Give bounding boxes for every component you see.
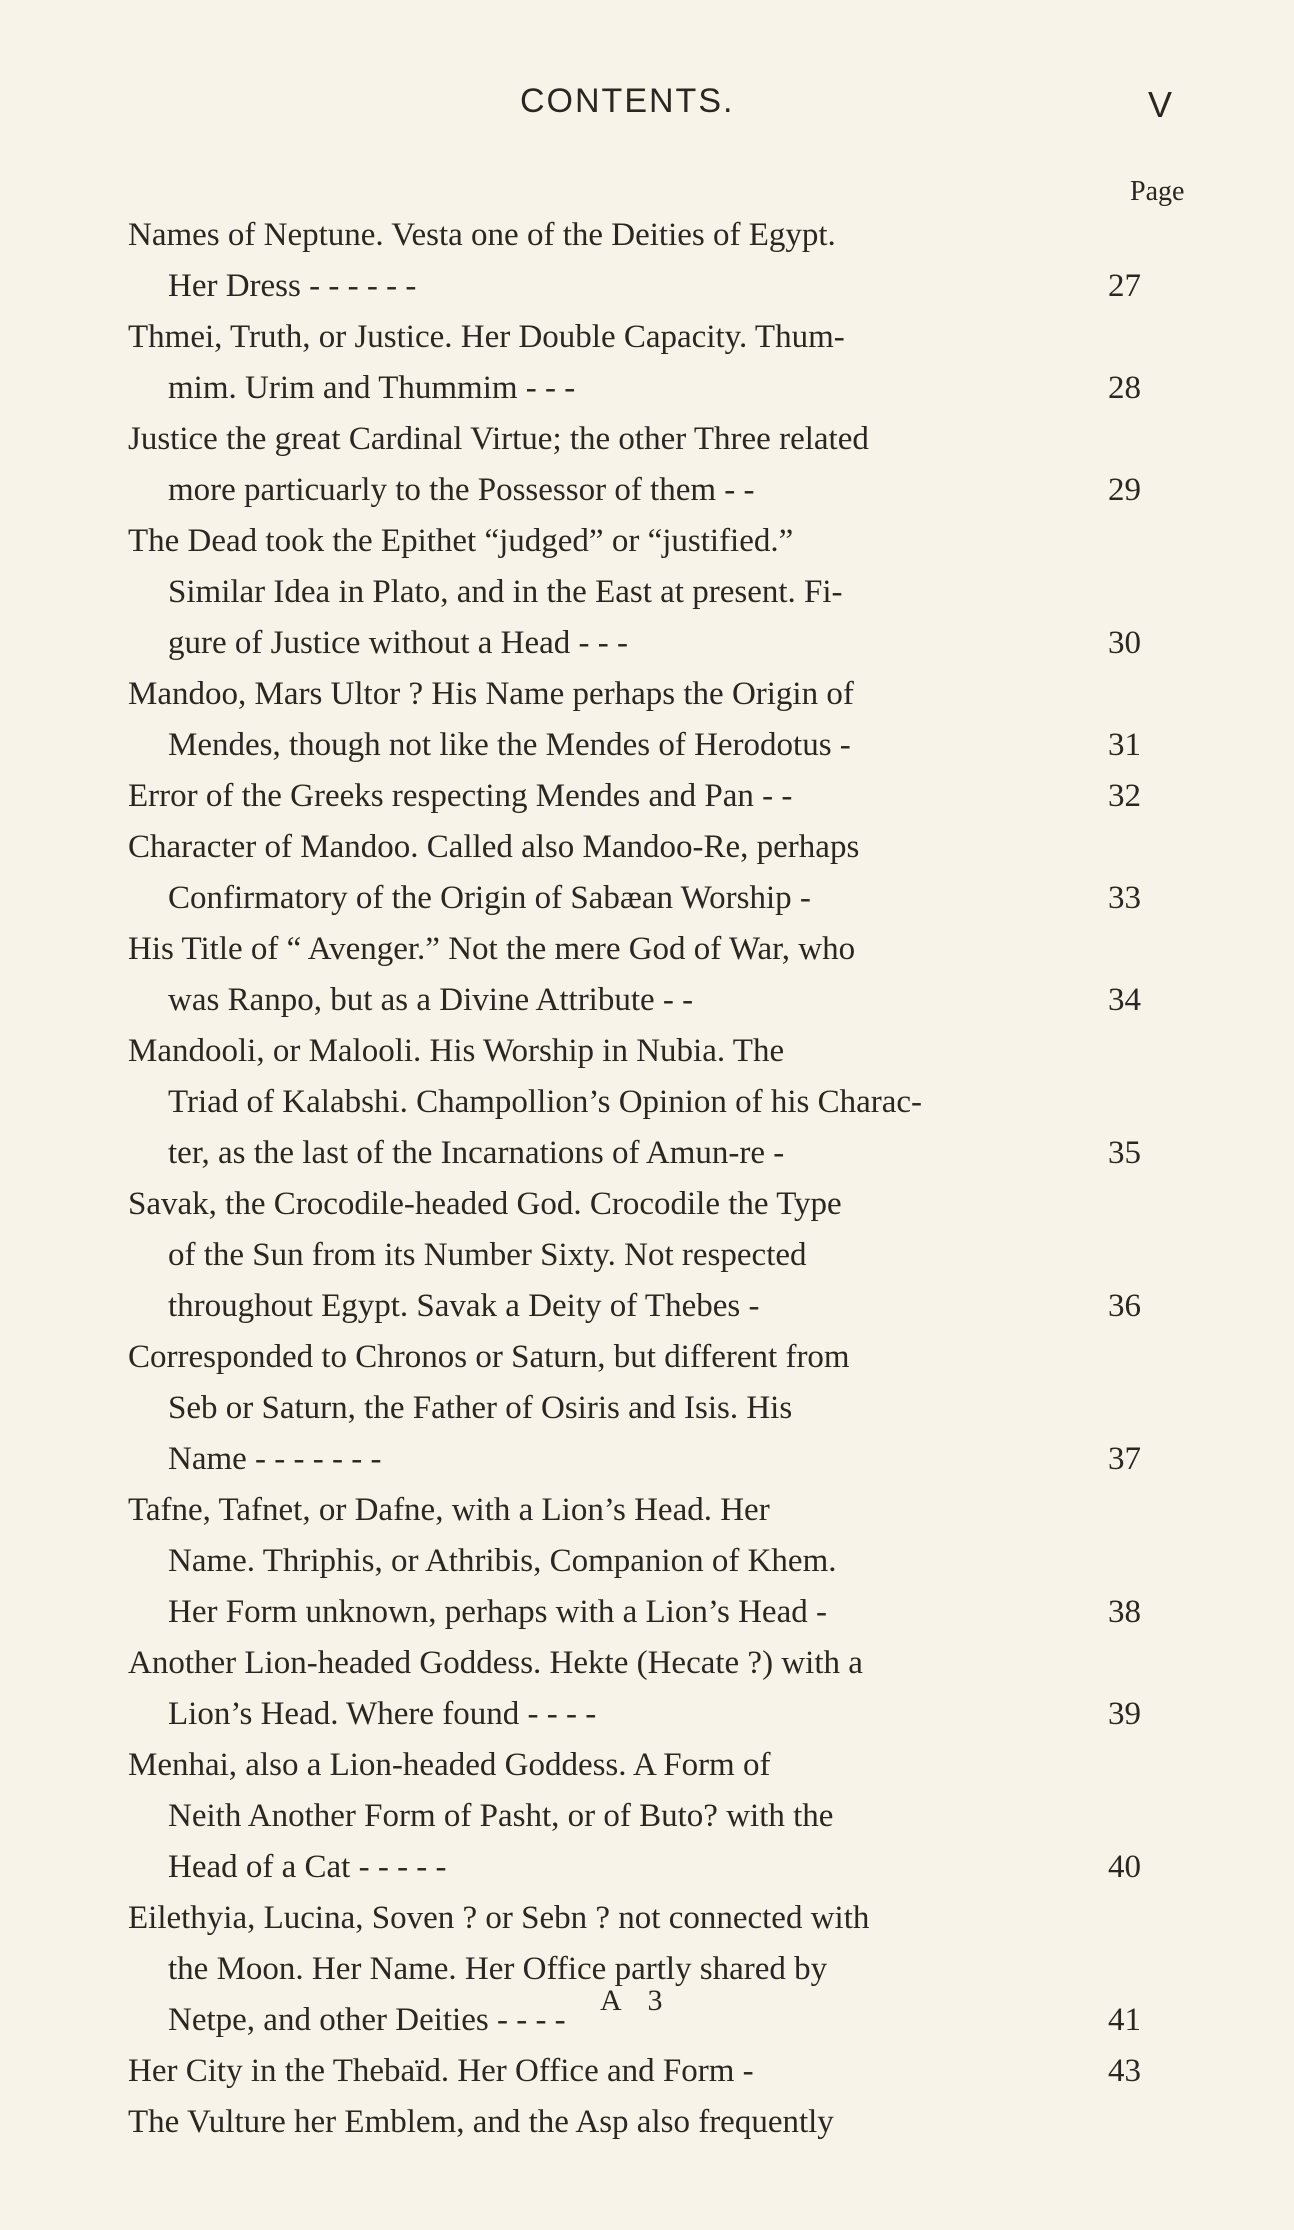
contents-line-page: 35 (1108, 1135, 1141, 1171)
contents-line (128, 363, 1168, 414)
contents-line (128, 312, 1168, 363)
contents-line (128, 1026, 1168, 1077)
contents-line (128, 1740, 1168, 1791)
contents-line-text: Justice the great Cardinal Virtue; the other Three related (128, 421, 869, 457)
contents-line-page: 30 (1108, 625, 1141, 661)
contents-line-text: Lion’s Head. Where found - - - - (168, 1696, 597, 1732)
contents-line (128, 1689, 1168, 1740)
contents-line (128, 924, 1168, 975)
page-title: CONTENTS. (520, 82, 735, 120)
contents-line-text: Another Lion-headed Goddess. Hekte (Hecate ?) with a (128, 1645, 863, 1681)
contents-line (128, 1485, 1168, 1536)
contents-line (128, 414, 1168, 465)
contents-line-text: The Dead took the Epithet “judged” or “justified.” (128, 523, 794, 559)
contents-line (128, 516, 1168, 567)
contents-line (128, 1128, 1168, 1179)
contents-line (128, 618, 1168, 669)
contents-line (128, 261, 1168, 312)
contents-line-text: Her Form unknown, perhaps with a Lion’s Head - (168, 1594, 827, 1630)
contents-line-text: Character of Mandoo. Called also Mandoo-Re, perhaps (128, 829, 860, 865)
contents-line (128, 1434, 1168, 1485)
contents-line (128, 1638, 1168, 1689)
contents-line-text: His Title of “ Avenger.” Not the mere God of War, who (128, 931, 856, 967)
contents-line-text: gure of Justice without a Head - - - (168, 625, 629, 661)
contents-line-text: Tafne, Tafnet, or Dafne, with a Lion’s Head. Her (128, 1492, 770, 1528)
contents-line (128, 2046, 1168, 2097)
page-header (0, 82, 1294, 125)
contents-line (128, 873, 1168, 924)
contents-line (128, 465, 1168, 516)
contents-line (128, 975, 1168, 1026)
contents-line (128, 567, 1168, 618)
contents-line (128, 210, 1168, 261)
contents-line-text: Mandoo, Mars Ultor ? His Name perhaps the Origin of (128, 676, 854, 712)
contents-line-page: 41 (1108, 2002, 1141, 2038)
contents-line-text: Error of the Greeks respecting Mendes and Pan - - (128, 778, 793, 814)
contents-line-text: Thmei, Truth, or Justice. Her Double Capacity. Thum- (128, 319, 845, 355)
contents-line-text: Names of Neptune. Vesta one of the Deities of Egypt. (128, 217, 836, 253)
contents-line-text: mim. Urim and Thummim - - - (168, 370, 576, 406)
contents-line-text: Name. Thriphis, or Athribis, Companion of Khem. (168, 1543, 837, 1579)
contents-line-page: 28 (1108, 370, 1141, 406)
printer-signature: A 3 (600, 1984, 673, 2017)
contents-line (128, 720, 1168, 771)
contents-line-text: Mandooli, or Malooli. His Worship in Nubia. The (128, 1033, 785, 1069)
contents-list (128, 210, 1168, 2148)
contents-line-text: throughout Egypt. Savak a Deity of Thebes - (168, 1288, 760, 1324)
contents-line (128, 1842, 1168, 1893)
contents-line (128, 2097, 1168, 2148)
contents-line-text: Menhai, also a Lion-headed Goddess. A Form of (128, 1747, 771, 1783)
contents-line (128, 1536, 1168, 1587)
contents-line-text: was Ranpo, but as a Divine Attribute - - (168, 982, 694, 1018)
contents-line-text: of the Sun from its Number Sixty. Not respected (168, 1237, 807, 1273)
contents-line (128, 1587, 1168, 1638)
contents-line (128, 1332, 1168, 1383)
contents-line-page: 27 (1108, 268, 1141, 304)
contents-line (128, 1179, 1168, 1230)
contents-line (128, 1791, 1168, 1842)
contents-line-text: Her City in the Thebaïd. Her Office and Form - (128, 2053, 754, 2089)
contents-line (128, 822, 1168, 873)
contents-line-text: Mendes, though not like the Mendes of Herodotus - (168, 727, 851, 763)
contents-line (128, 1893, 1168, 1944)
contents-line (128, 1281, 1168, 1332)
contents-line-page: 33 (1108, 880, 1141, 916)
contents-line-text: Eilethyia, Lucina, Soven ? or Sebn ? not connected with (128, 1900, 870, 1936)
contents-line-text: more particuarly to the Possessor of them - - (168, 472, 755, 508)
contents-line (128, 771, 1168, 822)
contents-line (128, 669, 1168, 720)
contents-line-text: Name - - - - - - - (168, 1441, 382, 1477)
contents-line-page: 40 (1108, 1849, 1141, 1885)
contents-line-page: 37 (1108, 1441, 1141, 1477)
contents-line-page: 31 (1108, 727, 1141, 763)
contents-line-page: 43 (1108, 2053, 1141, 2089)
contents-line-text: Savak, the Crocodile-headed God. Crocodile the Type (128, 1186, 842, 1222)
contents-line-text: the Moon. Her Name. Her Office partly shared by (168, 1951, 828, 1987)
contents-line-text: Netpe, and other Deities - - - - (168, 2002, 566, 2038)
contents-line (128, 1230, 1168, 1281)
contents-line-text: ter, as the last of the Incarnations of Amun-re - (168, 1135, 785, 1171)
page-number: V (1148, 84, 1173, 125)
contents-line-page: 39 (1108, 1696, 1141, 1732)
contents-line-text: The Vulture her Emblem, and the Asp also frequently (128, 2104, 834, 2140)
contents-line-text: Her Dress - - - - - - (168, 268, 417, 304)
contents-line-page: 34 (1108, 982, 1141, 1018)
contents-line-page: 38 (1108, 1594, 1141, 1630)
contents-line-text: Confirmatory of the Origin of Sabæan Worship - (168, 880, 811, 916)
contents-line-text: Similar Idea in Plato, and in the East at present. Fi- (168, 574, 843, 610)
page-column-label: Page (1130, 176, 1185, 207)
contents-line-text: Corresponded to Chronos or Saturn, but different from (128, 1339, 850, 1375)
contents-line-page: 36 (1108, 1288, 1141, 1324)
contents-line-text: Neith Another Form of Pasht, or of Buto? with the (168, 1798, 834, 1834)
contents-line-text: Head of a Cat - - - - - (168, 1849, 447, 1885)
contents-line (128, 1383, 1168, 1434)
contents-line-text: Triad of Kalabshi. Champollion’s Opinion of his Charac- (168, 1084, 923, 1120)
contents-line (128, 1077, 1168, 1128)
contents-line-page: 29 (1108, 472, 1141, 508)
contents-line-text: Seb or Saturn, the Father of Osiris and Isis. His (168, 1390, 793, 1426)
contents-line-page: 32 (1108, 778, 1141, 814)
